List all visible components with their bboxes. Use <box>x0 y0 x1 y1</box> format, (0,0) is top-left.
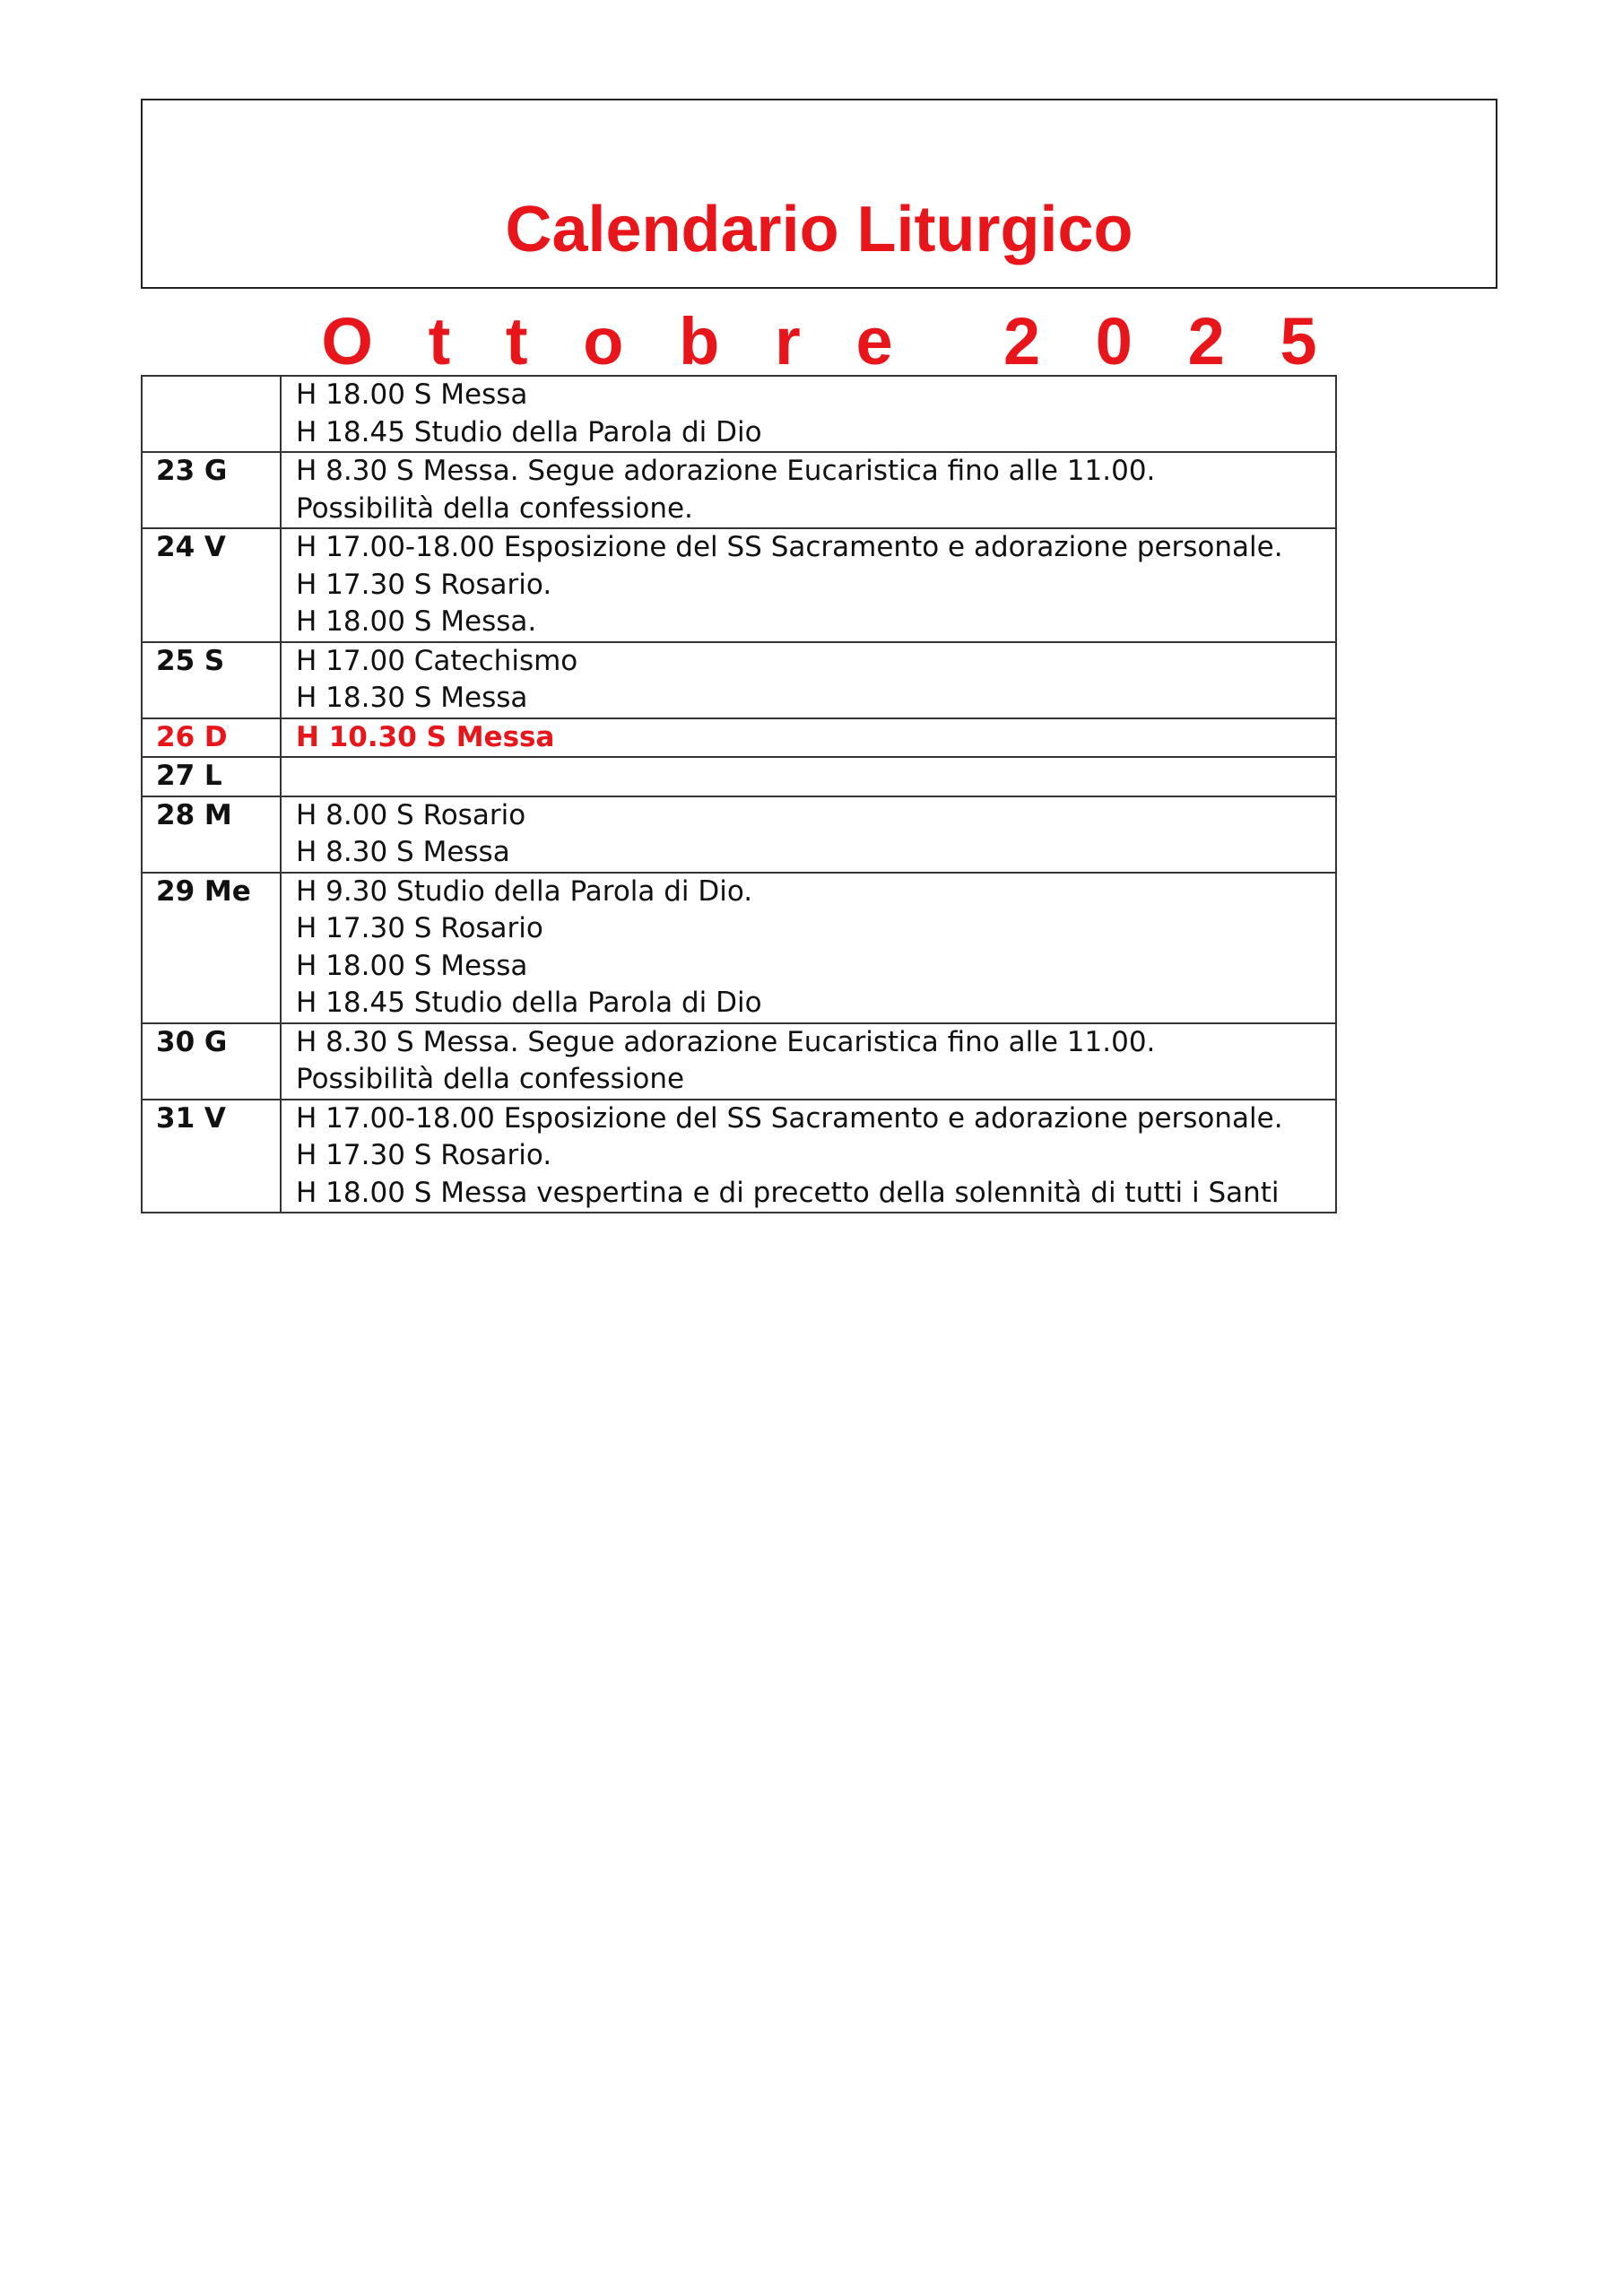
day-cell: 31 V <box>142 1100 281 1213</box>
table-row <box>142 642 1336 718</box>
entry-line: H 18.00 S Messa. <box>296 605 537 638</box>
entry-line: H 17.00-18.00 Esposizione del SS Sacramento e adorazione personale. <box>296 1101 1283 1135</box>
table-row <box>142 796 1336 873</box>
day-cell: 27 L <box>142 757 281 796</box>
entries-cell <box>281 796 1336 873</box>
day-cell: 28 M <box>142 796 281 873</box>
entry-line: H 8.00 S Rosario <box>296 798 526 831</box>
entries-cell <box>281 718 1336 758</box>
day-cell: 24 V <box>142 528 281 642</box>
table-row <box>142 873 1336 1023</box>
entries-cell <box>281 1023 1336 1100</box>
entry-line: H 18.45 Studio della Parola di Dio <box>296 415 762 448</box>
entries-cell <box>281 642 1336 718</box>
day-cell: 26 D <box>142 718 281 758</box>
day-cell: 23 G <box>142 452 281 528</box>
entries-cell <box>281 528 1336 642</box>
entry-line: H 8.30 S Messa. Segue adorazione Eucaristica fino alle 11.00. <box>296 455 1156 487</box>
month-year-title: O t t o b r e 2 0 2 5 <box>321 304 1317 378</box>
entries-cell <box>281 873 1336 1023</box>
entry-line: H 8.30 S Messa. Segue adorazione Eucaristica fino alle 11.00. <box>296 1025 1156 1058</box>
table-row <box>142 1023 1336 1100</box>
entry-line: H 18.00 S Messa vespertina e di precetto della solennità di tutti i Santi <box>296 1176 1280 1209</box>
table-row-sunday <box>142 718 1336 758</box>
entry-line <box>296 758 1335 796</box>
calendar-table <box>141 375 1337 1213</box>
page-title: Calendario Liturgico <box>505 194 1133 265</box>
entries-cell <box>281 376 1336 452</box>
table-row <box>142 376 1336 452</box>
table-row <box>142 452 1336 528</box>
title-box <box>141 99 1497 378</box>
day-cell: 29 Me <box>142 873 281 1023</box>
entry-line: Possibilità della confessione. <box>296 491 693 525</box>
entry-line: Possibilità della confessione <box>296 1063 685 1095</box>
entries-cell <box>281 452 1336 528</box>
day-cell: 25 S <box>142 642 281 718</box>
table-row <box>142 1100 1336 1213</box>
entries-cell <box>281 1100 1336 1213</box>
entry-line: H 17.30 S Rosario. <box>296 568 552 601</box>
entry-line: H 17.30 S Rosario <box>296 912 543 944</box>
entry-line: H 17.30 S Rosario. <box>296 1139 552 1171</box>
entries-cell <box>281 757 1336 796</box>
table-row <box>142 528 1336 642</box>
entry-line: H 9.30 Studio della Parola di Dio. <box>296 874 753 908</box>
day-cell <box>142 376 281 452</box>
entry-line: H 18.00 S Messa <box>296 949 528 982</box>
entry-line: H 10.30 S Messa <box>296 720 555 753</box>
table-row <box>142 757 1336 796</box>
entry-line: H 17.00-18.00 Esposizione del SS Sacramento e adorazione personale. <box>296 531 1283 563</box>
entry-line: H 18.30 S Messa <box>296 682 528 714</box>
entry-line: H 17.00 Catechismo <box>296 644 578 677</box>
entry-line: H 18.00 S Messa <box>296 378 528 411</box>
entry-line: H 18.45 Studio della Parola di Dio <box>296 987 762 1019</box>
day-cell: 30 G <box>142 1023 281 1100</box>
entry-line: H 8.30 S Messa <box>296 836 510 868</box>
